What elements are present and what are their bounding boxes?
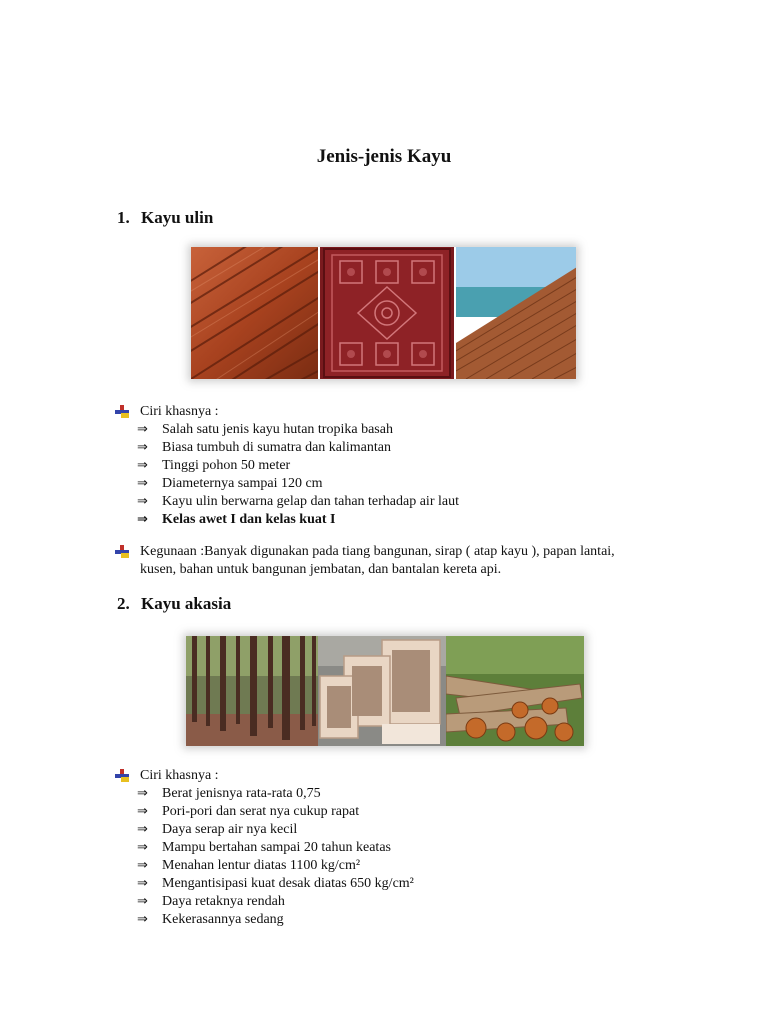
ciri-list xyxy=(137,785,414,929)
section-heading-kayu-ulin xyxy=(117,208,213,228)
arrow-icon: ⇒ xyxy=(137,422,148,437)
list-item-text: Kekerasannya sedang xyxy=(162,912,284,927)
kegunaan-block xyxy=(115,543,680,579)
book-bullet-icon xyxy=(115,405,131,419)
list-item xyxy=(137,511,459,529)
section-number: 1. xyxy=(117,208,130,227)
list-item-text: Mengantisipasi kuat desak diatas 650 kg/cm² xyxy=(162,876,414,891)
list-item-text: Salah satu jenis kayu hutan tropika basah xyxy=(162,422,393,437)
list-item-text: Menahan lentur diatas 1100 kg/cm² xyxy=(162,858,361,873)
list-item xyxy=(137,457,459,475)
arrow-icon: ⇒ xyxy=(137,512,148,527)
arrow-icon: ⇒ xyxy=(137,494,148,509)
list-item xyxy=(137,893,414,911)
list-item-text: Tinggi pohon 50 meter xyxy=(162,458,291,473)
list-item-text: Diameternya sampai 120 cm xyxy=(162,476,323,491)
kegunaan-line: kusen, bahan untuk bangunan jembatan, dan bantalan kereta api. xyxy=(140,562,502,577)
arrow-icon: ⇒ xyxy=(137,822,148,837)
list-item xyxy=(137,803,414,821)
photo-strip-kayu-akasia xyxy=(186,636,584,746)
book-bullet-icon xyxy=(115,769,131,783)
kegunaan-line: Kegunaan :Banyak digunakan pada tiang bangunan, sirap ( atap kayu ), papan lantai, xyxy=(140,544,615,559)
ciri-block-kayu-akasia xyxy=(115,767,414,929)
list-item xyxy=(137,421,459,439)
list-item-text: Biasa tumbuh di sumatra dan kalimantan xyxy=(162,440,392,455)
list-item-text: Kelas awet I dan kelas kuat I xyxy=(162,512,336,527)
photo-wooden-boxes xyxy=(318,636,446,746)
list-item-text: Kayu ulin berwarna gelap dan tahan terhadap air laut xyxy=(162,494,459,509)
photo-carved-door xyxy=(318,247,455,379)
ciri-list xyxy=(137,421,459,529)
list-item-text: Daya serap air nya kecil xyxy=(162,822,298,837)
ciri-label: Ciri khasnya : xyxy=(140,404,219,419)
arrow-icon: ⇒ xyxy=(137,786,148,801)
list-item-text: Berat jenisnya rata-rata 0,75 xyxy=(162,786,321,801)
list-item xyxy=(137,475,459,493)
ciri-block-kayu-ulin xyxy=(115,403,459,529)
arrow-icon: ⇒ xyxy=(137,912,148,927)
arrow-icon: ⇒ xyxy=(137,458,148,473)
arrow-icon: ⇒ xyxy=(137,894,148,909)
photo-log-pile xyxy=(446,636,584,746)
list-item xyxy=(137,439,459,457)
list-item-text: Mampu bertahan sampai 20 tahun keatas xyxy=(162,840,391,855)
book-bullet-icon xyxy=(115,545,131,559)
ciri-label: Ciri khasnya : xyxy=(140,768,219,783)
arrow-icon: ⇒ xyxy=(137,440,148,455)
arrow-icon: ⇒ xyxy=(137,876,148,891)
photo-forest xyxy=(186,636,318,746)
ciri-bullet xyxy=(115,403,459,421)
page-title: Jenis-jenis Kayu xyxy=(316,146,452,167)
list-item xyxy=(137,785,414,803)
arrow-icon: ⇒ xyxy=(137,858,148,873)
section-title: Kayu ulin xyxy=(141,208,214,227)
section-heading-kayu-akasia xyxy=(117,594,231,614)
photo-strip-kayu-ulin xyxy=(191,247,576,379)
arrow-icon: ⇒ xyxy=(137,840,148,855)
list-item xyxy=(137,493,459,511)
photo-wood-deck xyxy=(191,247,318,379)
list-item-text: Pori-pori dan serat nya cukup rapat xyxy=(162,804,360,819)
arrow-icon: ⇒ xyxy=(137,476,148,491)
list-item xyxy=(137,821,414,839)
list-item xyxy=(137,875,414,893)
section-title: Kayu akasia xyxy=(141,594,232,613)
ciri-bullet xyxy=(115,767,414,785)
list-item xyxy=(137,911,414,929)
list-item-text: Daya retaknya rendah xyxy=(162,894,285,909)
list-item xyxy=(137,857,414,875)
arrow-icon: ⇒ xyxy=(137,804,148,819)
kegunaan-text xyxy=(140,543,680,579)
kegunaan-bullet xyxy=(115,543,680,579)
list-item xyxy=(137,839,414,857)
section-number: 2. xyxy=(117,594,130,613)
photo-shingle-roof xyxy=(456,247,576,379)
